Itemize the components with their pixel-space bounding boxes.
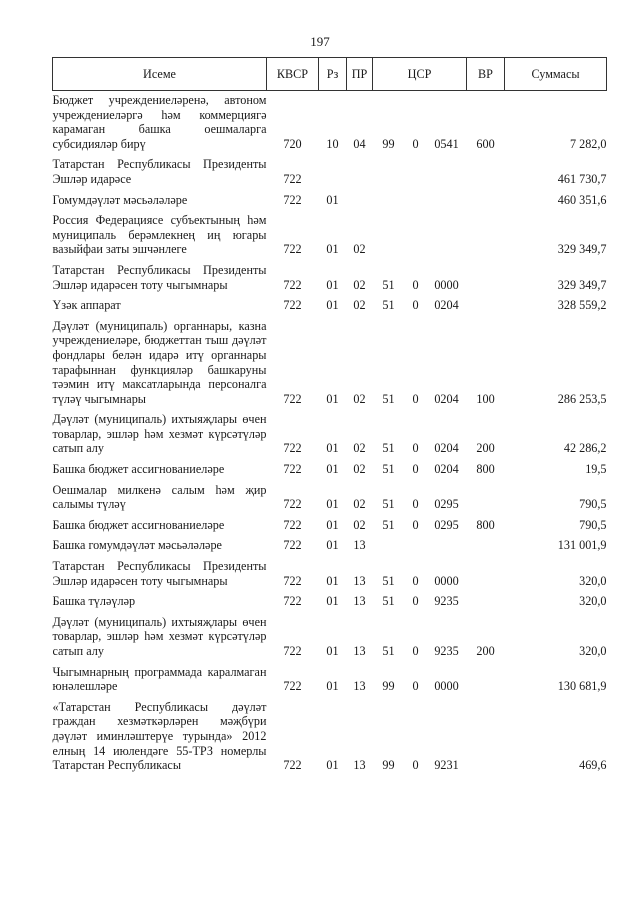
cell-rz: 01: [326, 298, 339, 313]
cell-pr: 02: [353, 462, 366, 477]
cell-kvsr: 722: [283, 644, 302, 658]
table-row: [53, 536, 607, 557]
table-row: [53, 557, 607, 592]
table-body: [53, 91, 607, 777]
cell-amount: 286 253,5: [557, 391, 607, 406]
table-row: [53, 91, 607, 156]
cell-name: Башка бюджет ассигнованиеләре: [52, 462, 225, 477]
cell-csr-direction: 0295: [434, 517, 459, 532]
cell-csr-direction: 0204: [434, 441, 459, 456]
table-row: [53, 592, 607, 613]
header-rz: Рз: [319, 58, 347, 91]
cell-name: «Татарстан Республикасы дәүләт граждан хезмәткәрләрен мәҗбүри дәүләт иминләштерүе турында» 2012 елның 14 июлендәге 55-ТРЗ номерлы Татарстан Республикасы: [52, 699, 267, 773]
cell-pr: 02: [353, 497, 366, 512]
cell-name: Дәүләт (муниципаль) ихтыяҗлары өчен товарлар, эшләр һәм хезмәт күрсәтүләр сатып алу: [52, 614, 267, 658]
page-number: 197: [310, 34, 330, 49]
cell-csr-subprogram: 0: [412, 462, 419, 477]
cell-amount: 329 349,7: [557, 242, 607, 257]
cell-csr-subprogram: 0: [412, 644, 419, 658]
cell-csr-subprogram: 0: [412, 679, 419, 694]
cell-rz: 01: [326, 242, 339, 257]
cell-csr-subprogram: [405, 155, 427, 190]
cell-name: Татарстан Республикасы Президенты Эшләр идарәсе: [52, 157, 267, 186]
cell-name: Татарстан Республикасы Президенты Эшләр идарәсен тоту чыгымнары: [52, 262, 267, 292]
cell-amount: 320,0: [579, 644, 607, 658]
cell-csr-direction: [427, 211, 467, 261]
cell-csr-program: 51: [382, 573, 395, 588]
cell-csr-program: 51: [382, 594, 395, 609]
cell-amount: 42 286,2: [563, 441, 607, 456]
cell-amount: 320,0: [579, 594, 607, 609]
cell-csr-program: 51: [382, 391, 395, 406]
cell-csr-subprogram: 0: [412, 391, 419, 406]
cell-kvsr: 722: [283, 171, 302, 186]
cell-kvsr: 720: [283, 136, 302, 151]
cell-csr-direction: 0204: [434, 298, 459, 313]
cell-pr: 02: [353, 441, 366, 456]
cell-pr: [347, 191, 373, 212]
cell-amount: 130 681,9: [557, 679, 607, 694]
cell-rz: 01: [326, 758, 339, 773]
cell-vr: [467, 191, 505, 212]
cell-csr-direction: 0000: [434, 573, 459, 588]
header-name: Исеме: [53, 58, 267, 91]
table-row: [53, 211, 607, 261]
cell-csr-direction: 9231: [434, 758, 459, 773]
table-row: [53, 663, 607, 698]
cell-csr-program: 99: [382, 758, 395, 773]
cell-amount: 469,6: [579, 758, 607, 773]
cell-csr-program: 51: [382, 277, 395, 292]
cell-csr-subprogram: [405, 191, 427, 212]
table-header-row: [53, 58, 607, 91]
cell-amount: 19,5: [585, 462, 607, 477]
budget-table: [52, 57, 607, 777]
cell-csr-program: [373, 211, 405, 261]
cell-kvsr: 722: [283, 277, 302, 292]
cell-vr: [467, 592, 505, 613]
table-row: [53, 613, 607, 663]
cell-pr: [347, 155, 373, 190]
cell-pr: 04: [353, 136, 366, 151]
cell-csr-subprogram: 0: [412, 517, 419, 532]
cell-vr: [467, 557, 505, 592]
cell-pr: 13: [353, 573, 366, 588]
cell-vr: 200: [476, 644, 495, 658]
cell-csr-program: 99: [382, 679, 395, 694]
cell-csr-program: 51: [382, 644, 395, 658]
cell-name: Россия Федерациясе субъектының һәм муниципаль берәмлекнең иң югары вазыйфаи заты эшчәнлеге: [52, 213, 267, 257]
cell-csr-subprogram: 0: [412, 758, 419, 773]
cell-csr-subprogram: 0: [412, 441, 419, 456]
cell-csr-direction: 0000: [434, 277, 459, 292]
table-row: [53, 460, 607, 481]
cell-rz: 01: [326, 391, 339, 406]
cell-name: Гомумдәүләт мәсьәләләре: [52, 192, 188, 207]
cell-vr: [467, 296, 505, 317]
cell-csr-program: 51: [382, 298, 395, 313]
cell-kvsr: 722: [283, 758, 302, 773]
cell-name: Бюджет учреждениеләренә, автоном учреждениеләргә һәм коммерциягә карамаган башка оешмаларга субсидияләр бирү: [52, 93, 267, 151]
table-row: [53, 296, 607, 317]
cell-rz: 01: [326, 277, 339, 292]
cell-csr-program: 51: [382, 497, 395, 512]
cell-vr: [467, 261, 505, 296]
cell-vr: 800: [476, 517, 495, 532]
cell-csr-program: 99: [382, 136, 395, 151]
cell-kvsr: 722: [283, 441, 302, 456]
cell-csr-program: 51: [382, 462, 395, 477]
cell-amount: 328 559,2: [557, 298, 607, 313]
cell-rz: 01: [326, 538, 339, 553]
cell-csr-subprogram: 0: [412, 136, 419, 151]
header-pr: ПР: [347, 58, 373, 91]
table-row: [53, 410, 607, 460]
cell-kvsr: 722: [283, 679, 302, 694]
cell-vr: 800: [476, 462, 495, 477]
cell-pr: 02: [353, 298, 366, 313]
cell-kvsr: 722: [283, 462, 302, 477]
cell-kvsr: 722: [283, 573, 302, 588]
cell-name: Үзәк аппарат: [52, 298, 121, 313]
cell-kvsr: 722: [283, 298, 302, 313]
cell-csr-program: 51: [382, 517, 395, 532]
cell-rz: [319, 155, 347, 190]
cell-csr-program: [373, 536, 405, 557]
cell-csr-subprogram: [405, 211, 427, 261]
cell-pr: 02: [353, 391, 366, 406]
cell-amount: 460 351,6: [557, 192, 607, 207]
cell-csr-direction: 9235: [434, 644, 459, 658]
cell-kvsr: 722: [283, 594, 302, 609]
cell-kvsr: 722: [283, 538, 302, 553]
cell-vr: 200: [476, 441, 495, 456]
cell-name: Дәүләт (муниципаль) органнары, казна учреждениеләре, бюджеттан тыш дәүләт фондлары белән идарә итү органнары тарафыннан функцияләр башкаруны тәэмин итү максатларында персоналга түләү чыгымнары: [52, 318, 267, 406]
cell-csr-program: 51: [382, 441, 395, 456]
cell-pr: 13: [353, 538, 366, 553]
cell-pr: 02: [353, 277, 366, 292]
cell-kvsr: 722: [283, 497, 302, 512]
table-row: [53, 317, 607, 411]
cell-kvsr: 722: [283, 517, 302, 532]
cell-pr: 02: [353, 517, 366, 532]
cell-vr: [467, 663, 505, 698]
cell-kvsr: 722: [283, 192, 302, 207]
cell-name: Башка бюджет ассигнованиеләре: [52, 517, 225, 532]
cell-amount: 790,5: [579, 497, 607, 512]
cell-csr-direction: [427, 536, 467, 557]
cell-csr-subprogram: [405, 536, 427, 557]
table-row: [53, 698, 607, 777]
cell-kvsr: 722: [283, 242, 302, 257]
cell-csr-direction: 0295: [434, 497, 459, 512]
cell-amount: 320,0: [579, 573, 607, 588]
cell-vr: 100: [476, 391, 495, 406]
cell-pr: 02: [353, 242, 366, 257]
cell-name: Чыгымнарның программада каралмаган юнәлешләре: [52, 664, 267, 694]
cell-csr-subprogram: 0: [412, 573, 419, 588]
cell-csr-direction: 0000: [434, 679, 459, 694]
cell-amount: 461 730,7: [557, 171, 607, 186]
cell-vr: [467, 536, 505, 557]
cell-amount: 329 349,7: [557, 277, 607, 292]
cell-csr-subprogram: 0: [412, 277, 419, 292]
header-kvsr: КВСР: [267, 58, 319, 91]
cell-csr-direction: 0541: [434, 136, 459, 151]
cell-rz: 01: [326, 462, 339, 477]
header-csr: ЦСР: [373, 58, 467, 91]
cell-rz: 01: [326, 517, 339, 532]
cell-rz: 01: [326, 594, 339, 609]
header-vr: ВР: [467, 58, 505, 91]
cell-csr-subprogram: 0: [412, 497, 419, 512]
cell-pr: 13: [353, 594, 366, 609]
cell-amount: 7 282,0: [569, 136, 607, 151]
cell-rz: 01: [326, 679, 339, 694]
cell-name: Башка гомумдәүләт мәсьәләләре: [52, 538, 222, 553]
cell-csr-direction: [427, 191, 467, 212]
cell-pr: 13: [353, 644, 366, 658]
cell-kvsr: 722: [283, 391, 302, 406]
cell-vr: [467, 211, 505, 261]
header-sum: Суммасы: [505, 58, 607, 91]
cell-vr: [467, 481, 505, 516]
table-row: [53, 191, 607, 212]
cell-amount: 790,5: [579, 517, 607, 532]
cell-rz: 01: [326, 441, 339, 456]
cell-rz: 01: [326, 644, 339, 658]
cell-name: Дәүләт (муниципаль) ихтыяҗлары өчен товарлар, эшләр һәм хезмәт күрсәтүләр сатып алу: [52, 412, 267, 456]
cell-name: Оешмалар милкенә салым һәм җир салымы түләү: [52, 482, 267, 512]
cell-csr-direction: [427, 155, 467, 190]
cell-rz: 01: [326, 192, 339, 207]
cell-csr-direction: 0204: [434, 462, 459, 477]
cell-pr: 13: [353, 758, 366, 773]
cell-amount: 131 001,9: [557, 538, 607, 553]
cell-csr-program: [373, 155, 405, 190]
cell-rz: 01: [326, 497, 339, 512]
cell-name: Татарстан Республикасы Президенты Эшләр идарәсен тоту чыгымнары: [52, 559, 267, 588]
cell-vr: [467, 155, 505, 190]
cell-vr: 600: [476, 136, 495, 151]
cell-csr-program: [373, 191, 405, 212]
cell-csr-subprogram: 0: [412, 298, 419, 313]
table-row: [53, 481, 607, 516]
cell-pr: 13: [353, 679, 366, 694]
cell-vr: [467, 698, 505, 777]
cell-csr-subprogram: 0: [412, 594, 419, 609]
table-row: [53, 516, 607, 537]
cell-rz: 01: [326, 573, 339, 588]
cell-rz: 10: [326, 136, 339, 151]
table-row: [53, 261, 607, 296]
cell-csr-direction: 0204: [434, 391, 459, 406]
table-row: [53, 155, 607, 190]
cell-csr-direction: 9235: [434, 594, 459, 609]
cell-name: Башка түләүләр: [52, 594, 136, 609]
